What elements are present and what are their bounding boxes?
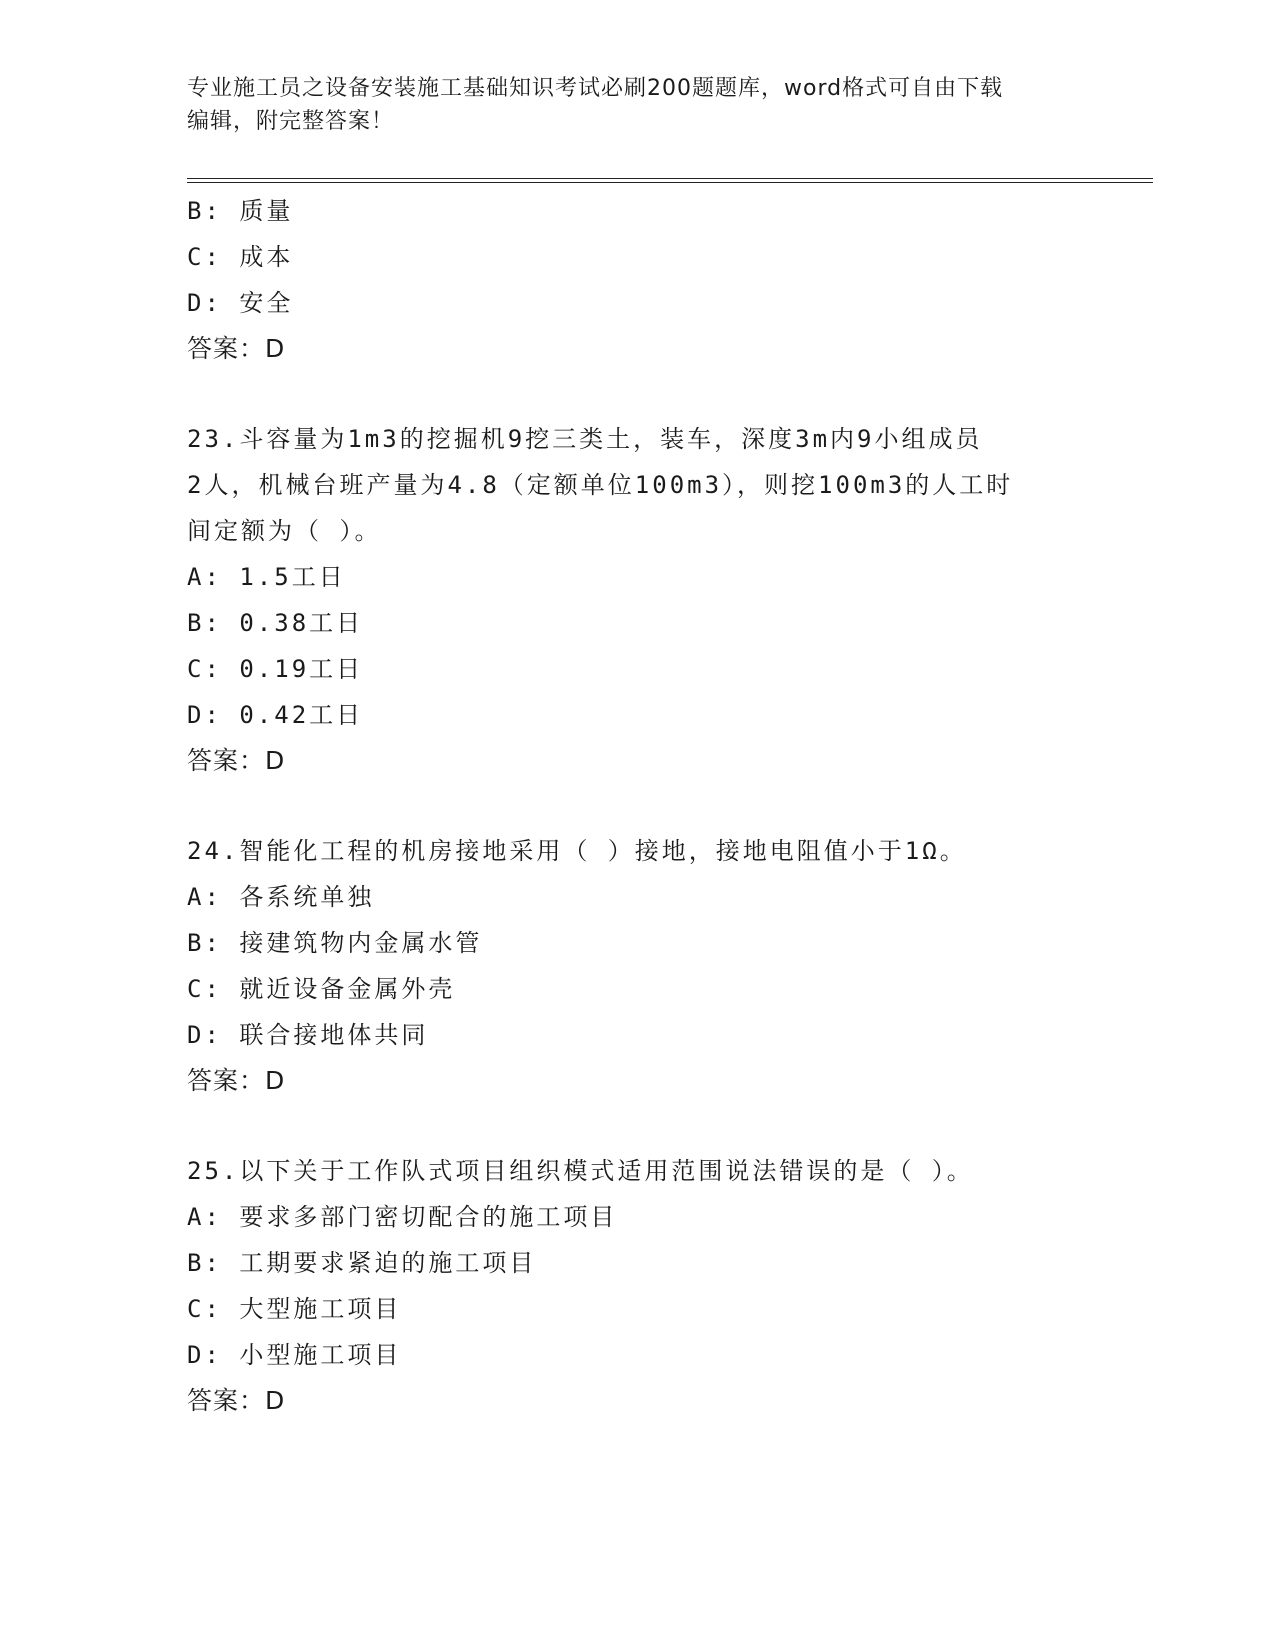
question-block — [187, 1148, 1087, 1424]
question-text-line: 23.斗容量为1m3的挖掘机9挖三类土，装车，深度3m内9小组成员 — [187, 425, 983, 453]
option-c: C: 大型施工项目 — [187, 1295, 402, 1323]
answer-line: 答案：D — [187, 746, 286, 775]
option-d: D: 联合接地体共同 — [187, 1021, 429, 1049]
option-d: D: 小型施工项目 — [187, 1341, 402, 1369]
option-b: B: 质量 — [187, 197, 294, 225]
answer-line: 答案：D — [187, 334, 286, 363]
question-text-line: 2人，机械台班产量为4.8（定额单位100m3），则挖100m3的人工时 — [187, 471, 1014, 499]
answer-line: 答案：D — [187, 1386, 286, 1415]
option-c: C: 就近设备金属外壳 — [187, 975, 456, 1003]
answer-line: 答案：D — [187, 1066, 286, 1095]
question-block — [187, 188, 1087, 372]
question-block — [187, 416, 1087, 784]
option-d: D: 安全 — [187, 289, 294, 317]
option-c: C: 0.19工日 — [187, 655, 364, 683]
header-line-1: 专业施工员之设备安装施工基础知识考试必刷200题题库，word格式可自由下载 — [187, 76, 1004, 101]
spacer — [187, 372, 1087, 416]
document-header — [187, 72, 1067, 138]
option-a: A: 1.5工日 — [187, 563, 346, 591]
question-block — [187, 828, 1087, 1104]
question-list — [187, 188, 1087, 1424]
option-a: A: 各系统单独 — [187, 883, 375, 911]
header-line-2: 编辑，附完整答案！ — [187, 109, 395, 134]
spacer — [187, 1104, 1087, 1148]
option-b: B: 工期要求紧迫的施工项目 — [187, 1249, 537, 1277]
option-a: A: 要求多部门密切配合的施工项目 — [187, 1203, 618, 1231]
option-d: D: 0.42工日 — [187, 701, 364, 729]
option-c: C: 成本 — [187, 243, 294, 271]
spacer — [187, 784, 1087, 828]
question-text-line: 间定额为（ ）。 — [187, 517, 382, 545]
header-divider — [187, 178, 1153, 183]
question-text-line: 25.以下关于工作队式项目组织模式适用范围说法错误的是（ ）。 — [187, 1157, 974, 1185]
option-b: B: 0.38工日 — [187, 609, 364, 637]
question-text-line: 24.智能化工程的机房接地采用（ ）接地，接地电阻值小于1Ω。 — [187, 837, 967, 865]
option-b: B: 接建筑物内金属水管 — [187, 929, 483, 957]
